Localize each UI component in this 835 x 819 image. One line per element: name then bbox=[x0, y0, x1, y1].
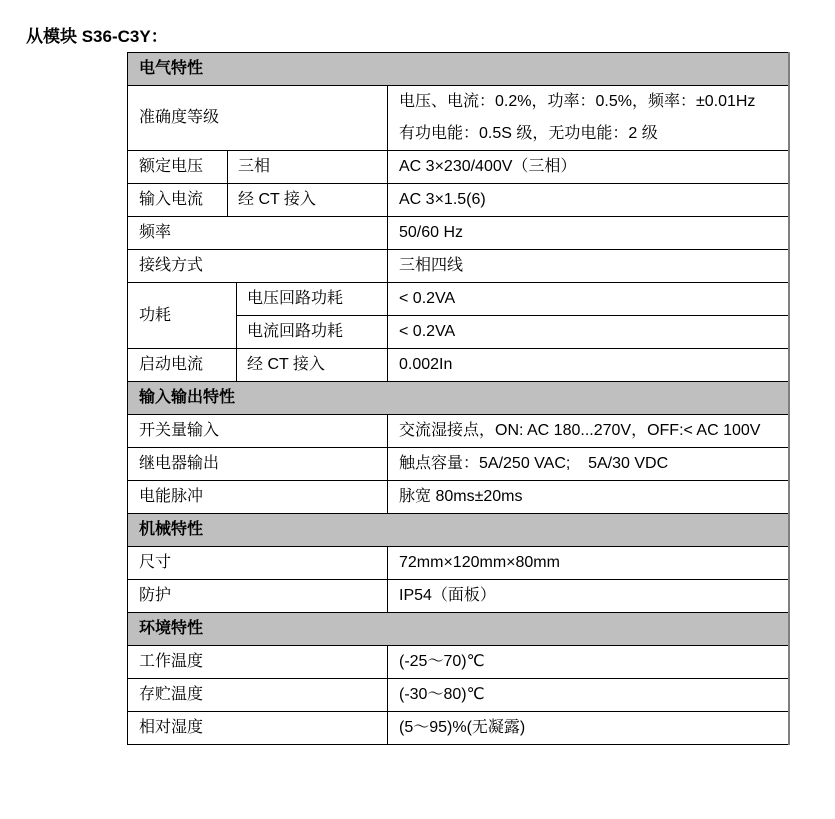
row-value: 触点容量：5A/250 VAC; 5A/30 VDC bbox=[388, 448, 789, 481]
row-label: 电能脉冲 bbox=[128, 481, 388, 514]
value-line-1: 电压、电流：0.2%，功率：0.5%，频率：±0.01Hz bbox=[399, 93, 756, 110]
section-header-io bbox=[128, 382, 789, 415]
row-label: 继电器输出 bbox=[128, 448, 388, 481]
section-title: 输入输出特性 bbox=[128, 382, 789, 415]
row-value: (-25～70)℃ bbox=[388, 646, 789, 679]
row-label: 频率 bbox=[128, 217, 388, 250]
table-row-humidity bbox=[128, 712, 789, 745]
row-value: IP54（面板） bbox=[388, 580, 789, 613]
row-value: 72mm×120mm×80mm bbox=[388, 547, 789, 580]
row-sublabel: 电压回路功耗 bbox=[237, 283, 388, 316]
row-label: 额定电压 bbox=[128, 151, 228, 184]
row-label: 输入电流 bbox=[128, 184, 228, 217]
table-row-dimensions bbox=[128, 547, 789, 580]
document-title: 从模块 S36-C3Y： bbox=[26, 27, 168, 46]
row-label: 尺寸 bbox=[128, 547, 388, 580]
row-value: 50/60 Hz bbox=[388, 217, 789, 250]
row-value: AC 3×1.5(6) bbox=[388, 184, 789, 217]
row-label: 开关量输入 bbox=[128, 415, 388, 448]
section-title: 环境特性 bbox=[128, 613, 789, 646]
table-row-frequency bbox=[128, 217, 789, 250]
row-label: 接线方式 bbox=[128, 250, 388, 283]
table-row-storage-temp bbox=[128, 679, 789, 712]
spec-table bbox=[127, 52, 790, 745]
row-sublabel: 三相 bbox=[228, 151, 388, 184]
section-title: 电气特性 bbox=[128, 53, 789, 86]
row-value: 交流湿接点，ON: AC 180...270V，OFF:< AC 100V bbox=[388, 415, 789, 448]
row-value: < 0.2VA bbox=[388, 316, 789, 349]
row-value: AC 3×230/400V（三相） bbox=[388, 151, 789, 184]
section-header-environment bbox=[128, 613, 789, 646]
table-row-input-current bbox=[128, 184, 789, 217]
value-line-2: 有功电能：0.5S 级，无功电能：2 级 bbox=[399, 125, 658, 142]
row-label: 相对湿度 bbox=[128, 712, 388, 745]
row-sublabel: 电流回路功耗 bbox=[237, 316, 388, 349]
section-header-mechanical bbox=[128, 514, 789, 547]
row-value: (5～95)%(无凝露) bbox=[388, 712, 789, 745]
table-row-operating-temp bbox=[128, 646, 789, 679]
row-label: 准确度等级 bbox=[128, 86, 388, 151]
row-label: 工作温度 bbox=[128, 646, 388, 679]
row-label: 防护 bbox=[128, 580, 388, 613]
table-row-power-voltage-loop bbox=[128, 283, 789, 316]
table-row-switch-input bbox=[128, 415, 789, 448]
row-label: 功耗 bbox=[128, 283, 237, 349]
row-value: 脉宽 80ms±20ms bbox=[388, 481, 789, 514]
row-value: (-30～80)℃ bbox=[388, 679, 789, 712]
row-value bbox=[388, 86, 789, 151]
table-row-relay-output bbox=[128, 448, 789, 481]
section-title: 机械特性 bbox=[128, 514, 789, 547]
row-value: 0.002In bbox=[388, 349, 789, 382]
table-row-energy-pulse bbox=[128, 481, 789, 514]
table-row-wiring bbox=[128, 250, 789, 283]
row-value: < 0.2VA bbox=[388, 283, 789, 316]
row-label: 启动电流 bbox=[128, 349, 237, 382]
table-row-accuracy bbox=[128, 86, 789, 151]
row-sublabel: 经 CT 接入 bbox=[237, 349, 388, 382]
table-row-starting-current bbox=[128, 349, 789, 382]
table-row-rated-voltage bbox=[128, 151, 789, 184]
section-header-electrical bbox=[128, 53, 789, 86]
table-row-protection bbox=[128, 580, 789, 613]
row-label: 存贮温度 bbox=[128, 679, 388, 712]
row-sublabel: 经 CT 接入 bbox=[228, 184, 388, 217]
row-value: 三相四线 bbox=[388, 250, 789, 283]
